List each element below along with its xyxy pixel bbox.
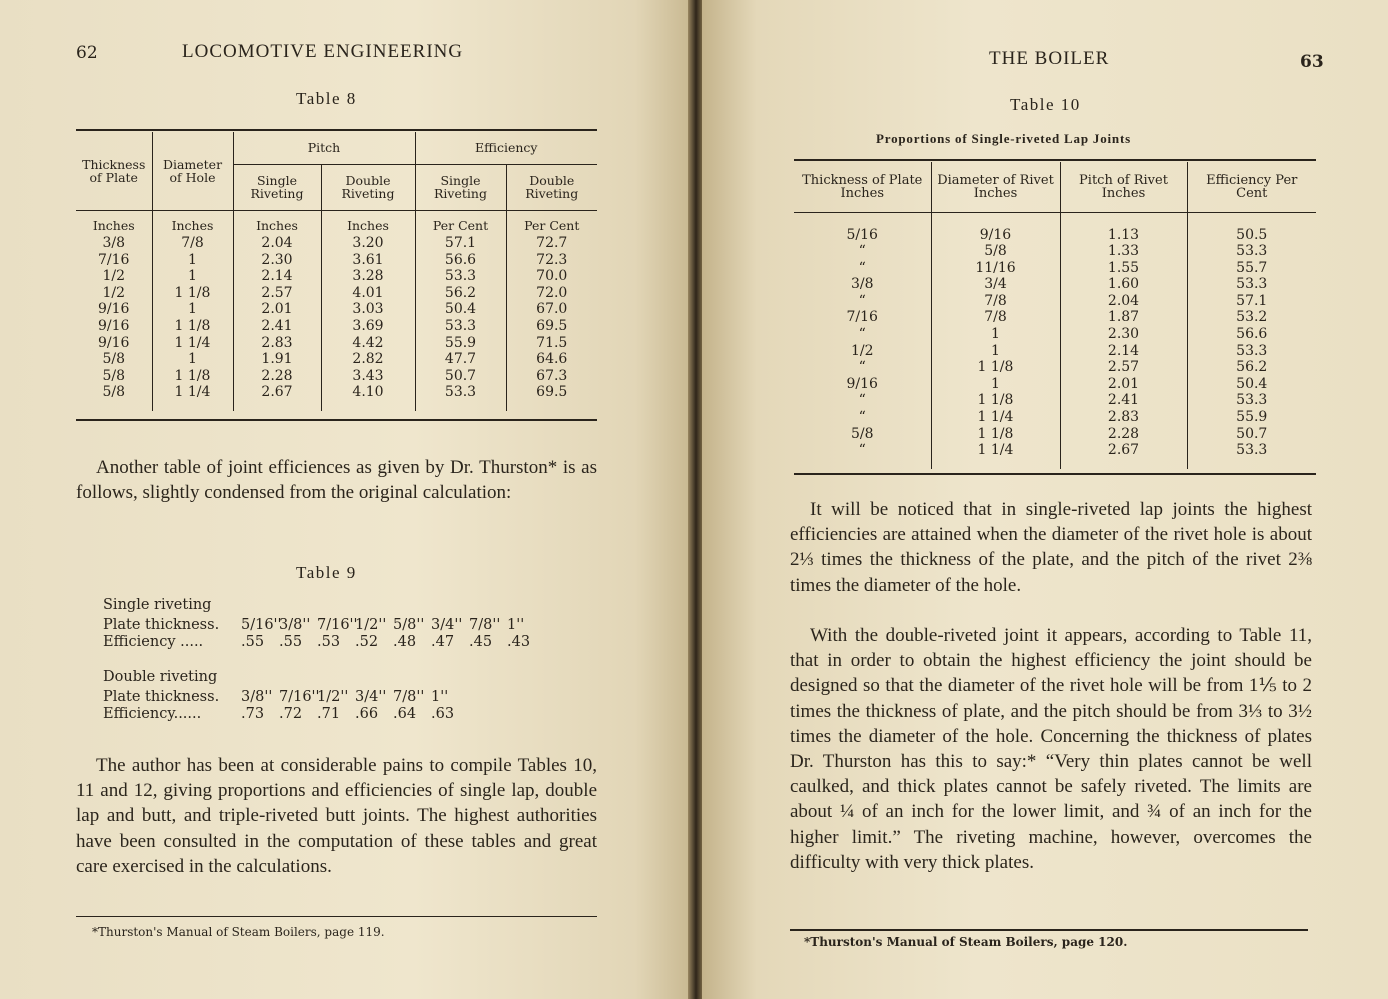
header-pitch-single: Single Riveting	[233, 164, 321, 210]
table10-cell: 53.3	[1236, 243, 1268, 260]
closing-paragraph	[76, 753, 597, 879]
table8-units-row	[76, 210, 597, 235]
table8-cell: 9/16	[76, 318, 152, 335]
table9-value: .66	[355, 706, 379, 722]
table8-cell: 2.28	[233, 368, 321, 385]
header-thickness: Thickness of Plate Inches	[794, 162, 931, 212]
table9-value: .43	[507, 634, 531, 650]
table9-value: 5/16''	[241, 617, 282, 633]
table10-row	[794, 260, 1316, 277]
header-pitch: Pitch	[233, 132, 415, 164]
table8-cell: 53.3	[415, 384, 506, 411]
table8-cell: 3.20	[321, 235, 415, 252]
table10-cell: 1.87	[1060, 309, 1187, 326]
table8-cell: 50.7	[415, 368, 506, 385]
table8-cell: 7/8	[152, 235, 233, 252]
table8-row	[76, 301, 597, 318]
table8-unit-cell: Inches	[76, 210, 152, 235]
page-number: 62	[76, 43, 98, 63]
table8-cell: 7/16	[76, 252, 152, 269]
table10-cell: 1	[931, 326, 1060, 343]
table9-value: 1''	[431, 689, 449, 705]
table9-value: 1/2''	[317, 689, 349, 705]
table10-row	[794, 359, 1316, 376]
table10-cell: “	[794, 442, 931, 469]
table8-bottom-rule	[76, 419, 597, 421]
table10-row	[794, 326, 1316, 343]
table8-row	[76, 351, 597, 368]
table8-cell: 2.67	[233, 384, 321, 411]
table10-cell: 7/16	[794, 309, 931, 326]
paragraph-2-text: With the double-riveted joint it appears, according to Table 11, that in order to obtain the highest efficiency the joint should be designed so that the diameter of the rivet hole will be from 1⅕ to 2 times the thickness of plate, and the pitch should be from 3⅓ to 3½ times the diameter of the hole. Concerning the thickness of plates Dr. Thurston has this to say:* “Very thin plates cannot be well caulked, and thick plates cannot be safely riveted. The limits are about ¼ of an inch for the lower limit, and ¾ of an inch for the higher limit.” The riveting machine, however, overcomes the difficulty with very thick plates.	[790, 625, 1312, 873]
table8-cell: 3.43	[321, 368, 415, 385]
single-thickness-values	[241, 617, 545, 634]
table9-value: 5/8''	[393, 617, 425, 633]
table10-cell: “	[794, 359, 931, 376]
table10-cell: 53.3	[1236, 392, 1268, 409]
table8-cell: 1	[152, 268, 233, 285]
footnote-rule	[790, 929, 1308, 931]
table8-cell: 72.0	[536, 284, 568, 301]
table10-cell: 2.57	[1060, 359, 1187, 376]
table8-cell: 1	[152, 301, 233, 318]
table10-cell: 1 1/8	[931, 392, 1060, 409]
table10-row	[794, 409, 1316, 426]
table8-row	[76, 285, 597, 302]
table8-row	[76, 235, 597, 252]
table8-row	[76, 252, 597, 269]
table9-value: .45	[469, 634, 493, 650]
table10-row	[794, 243, 1316, 260]
table10-cell: 1.60	[1060, 276, 1187, 293]
header-pitch: Pitch of Rivet Inches	[1060, 162, 1187, 212]
table9-value: .72	[279, 706, 303, 722]
table8-cell: 4.42	[321, 335, 415, 352]
table10-cell: “	[794, 260, 931, 277]
table10-cell: 57.1	[1236, 292, 1268, 309]
table10-cell: 2.04	[1060, 293, 1187, 310]
table10-top-rule	[794, 159, 1316, 161]
table10-row	[794, 276, 1316, 293]
table8-cell: 1/2	[76, 285, 152, 302]
table10-cell: 2.41	[1060, 392, 1187, 409]
table8-unit-cell: Per Cent	[415, 210, 506, 235]
table9-value: 1/2''	[355, 617, 387, 633]
single-riveting-heading: Single riveting	[103, 597, 212, 613]
running-head: THE BOILER	[989, 48, 1110, 69]
table8-cell: 55.9	[415, 335, 506, 352]
table8-cell: 5/8	[76, 368, 152, 385]
table8-cell: 1 1/4	[152, 335, 233, 352]
table10-cell: 55.7	[1236, 259, 1268, 276]
table9-value: .53	[317, 634, 341, 650]
table8-cell: 4.10	[321, 384, 415, 411]
table10-cell: “	[794, 293, 931, 310]
table10-row	[794, 212, 1316, 243]
header-eff-single: Single Riveting	[415, 164, 506, 210]
paragraph-1-text: It will be noticed that in single-riveted lap joints the highest efficiencies are attained when the diameter of the rivet hole is about 2⅓ times the thickness of the plate, and the pitch of the rivet 2⅜ times the diameter of the hole.	[790, 499, 1312, 596]
header-diameter: Diameter of Hole	[152, 132, 233, 210]
table9-value: .47	[431, 634, 455, 650]
table8-cell: 1 1/8	[152, 285, 233, 302]
table8-cell: 69.5	[536, 318, 568, 335]
table8-cell: 3.61	[321, 252, 415, 269]
table9-value: 7/8''	[469, 617, 501, 633]
table10-cell: “	[794, 243, 931, 260]
table10-cell: 53.3	[1236, 442, 1268, 459]
table10-cell: 1	[931, 376, 1060, 393]
table10	[794, 162, 1316, 469]
table8-cell: 3/8	[76, 235, 152, 252]
table10-body	[794, 212, 1316, 469]
table10-cell: 1.13	[1060, 212, 1187, 243]
paragraph-1	[790, 497, 1312, 598]
table10-subtitle: Proportions of Single-riveted Lap Joints	[876, 131, 1131, 146]
table8-row	[76, 384, 597, 411]
table10-cell: 5/16	[794, 212, 931, 243]
table8-cell: 1 1/8	[152, 318, 233, 335]
table9-value: 3/8''	[241, 689, 273, 705]
table10-cell: 2.83	[1060, 409, 1187, 426]
table8-cell: 1.91	[233, 351, 321, 368]
running-head: LOCOMOTIVE ENGINEERING	[182, 41, 464, 62]
table8-cell: 9/16	[76, 301, 152, 318]
table10-cell: 55.9	[1236, 409, 1268, 426]
table8-title: Table 8	[296, 89, 357, 108]
closing-text: The author has been at considerable pains to compile Tables 10, 11 and 12, giving proportions and efficiencies of single lap, double lap and butt, and triple-riveted butt joints. The highest authorities have been consulted in the computation of these tables and great care exercised in the calculations.	[76, 755, 597, 877]
table8-cell: 72.7	[536, 235, 568, 252]
paragraph-2	[790, 623, 1312, 875]
table8-cell: 67.0	[536, 301, 568, 318]
table10-cell: 1 1/8	[931, 426, 1060, 443]
table10-row	[794, 309, 1316, 326]
table9-title: Table 9	[296, 563, 357, 582]
table8-cell: 53.3	[415, 318, 506, 335]
table8-cell: 57.1	[415, 235, 506, 252]
double-riveting-heading: Double riveting	[103, 669, 218, 685]
table8-cell: 56.2	[415, 285, 506, 302]
table8-row	[76, 318, 597, 335]
footnote: *Thurston's Manual of Steam Boilers, page 120.	[804, 935, 1128, 949]
table9	[103, 597, 583, 723]
table8-top-rule	[76, 129, 597, 131]
table10-cell: 9/16	[931, 212, 1060, 243]
table8-cell: 53.3	[415, 268, 506, 285]
table10-cell: 53.3	[1236, 342, 1268, 359]
table8-cell: 71.5	[536, 334, 568, 351]
single-efficiency-values	[241, 634, 545, 651]
table10-cell: 1 1/4	[931, 442, 1060, 469]
left-page	[0, 0, 690, 999]
table8-cell: 2.83	[233, 335, 321, 352]
table9-value: 3/4''	[431, 617, 463, 633]
single-efficiency-label: Efficiency .....	[103, 634, 204, 650]
table10-cell: 53.3	[1236, 276, 1268, 293]
table9-value: .64	[393, 706, 417, 722]
table10-cell: 11/16	[931, 260, 1060, 277]
table10-cell: 5/8	[931, 243, 1060, 260]
intro-paragraph	[76, 455, 597, 505]
table10-cell: 53.2	[1236, 309, 1268, 326]
table8-cell: 3.69	[321, 318, 415, 335]
table8-cell: 2.01	[233, 301, 321, 318]
table9-value: 3/8''	[279, 617, 311, 633]
table9-value: 7/16''	[279, 689, 320, 705]
table8-cell: 2.41	[233, 318, 321, 335]
table10-cell: 2.28	[1060, 426, 1187, 443]
right-page	[702, 0, 1388, 999]
table10-cell: 2.14	[1060, 343, 1187, 360]
table8-cell: 2.82	[321, 351, 415, 368]
table10-row	[794, 426, 1316, 443]
table8-cell: 56.6	[415, 252, 506, 269]
table8-cell: 50.4	[415, 301, 506, 318]
table10-title: Table 10	[1010, 95, 1081, 114]
table10-cell: 3/8	[794, 276, 931, 293]
table10-row	[794, 293, 1316, 310]
header-thickness: Thickness of Plate	[76, 132, 152, 210]
header-efficiency: Efficiency	[415, 132, 597, 164]
table9-value: .73	[241, 706, 265, 722]
table9-value: .71	[317, 706, 341, 722]
table8-cell: 70.0	[536, 268, 568, 285]
double-efficiency-values	[241, 706, 469, 723]
table10-row	[794, 442, 1316, 469]
table8-unit-cell: Per Cent	[524, 217, 580, 233]
table8-cell: 1	[152, 252, 233, 269]
double-thickness-values	[241, 689, 469, 706]
table8-cell: 5/8	[76, 384, 152, 411]
footnote-rule	[76, 916, 597, 917]
table8	[76, 132, 597, 411]
table8-cell: 9/16	[76, 335, 152, 352]
table8-unit-cell: Inches	[321, 210, 415, 235]
table10-row	[794, 376, 1316, 393]
table10-cell: “	[794, 392, 931, 409]
table8-row	[76, 268, 597, 285]
table10-cell: 7/8	[931, 293, 1060, 310]
table8-cell: 2.14	[233, 268, 321, 285]
single-thickness-label: Plate thickness.	[103, 617, 220, 633]
table10-cell: 1.55	[1060, 260, 1187, 277]
table8-cell: 4.01	[321, 285, 415, 302]
table10-cell: 2.30	[1060, 326, 1187, 343]
table10-row	[794, 392, 1316, 409]
table9-value: .55	[279, 634, 303, 650]
table10-cell: 1.33	[1060, 243, 1187, 260]
table8-cell: 3.03	[321, 301, 415, 318]
table10-cell: 56.6	[1236, 326, 1268, 343]
table8-cell: 2.30	[233, 252, 321, 269]
table10-cell: 2.67	[1060, 442, 1187, 469]
table9-value: .52	[355, 634, 379, 650]
table8-cell: 2.57	[233, 285, 321, 302]
table8-cell: 1 1/4	[152, 384, 233, 411]
footnote: *Thurston's Manual of Steam Boilers, page 119.	[92, 925, 385, 939]
table10-cell: 50.4	[1236, 375, 1268, 392]
table10-cell: 3/4	[931, 276, 1060, 293]
table8-row	[76, 368, 597, 385]
table10-bottom-rule	[794, 473, 1316, 475]
table9-value: 1''	[507, 617, 525, 633]
table8-cell: 69.5	[536, 384, 568, 401]
table8-cell: 1	[152, 351, 233, 368]
table10-cell: 7/8	[931, 309, 1060, 326]
double-thickness-label: Plate thickness.	[103, 689, 220, 705]
table8-cell: 72.3	[536, 251, 568, 268]
table8-cell: 2.04	[233, 235, 321, 252]
table10-cell: 1 1/8	[931, 359, 1060, 376]
table8-cell: 64.6	[536, 351, 568, 368]
table9-value: .55	[241, 634, 265, 650]
table10-cell: 9/16	[794, 376, 931, 393]
table8-cell: 5/8	[76, 351, 152, 368]
table8-unit-cell: Inches	[152, 210, 233, 235]
intro-text: Another table of joint efficiences as given by Dr. Thurston* is as follows, slightly condensed from the original calculation:	[76, 457, 597, 504]
table8-cell: 3.28	[321, 268, 415, 285]
table8-cell: 1/2	[76, 268, 152, 285]
table10-cell: 50.7	[1236, 425, 1268, 442]
header-diameter: Diameter of Rivet Inches	[931, 162, 1060, 212]
table8-cell: 1 1/8	[152, 368, 233, 385]
header-efficiency: Efficiency Per Cent	[1187, 162, 1316, 212]
table8-cell: 47.7	[415, 351, 506, 368]
table9-value: .63	[431, 706, 455, 722]
table10-cell: 1	[931, 343, 1060, 360]
double-efficiency-label: Efficiency......	[103, 706, 202, 722]
table8-cell: 67.3	[536, 367, 568, 384]
table8-row	[76, 335, 597, 352]
table9-value: 7/8''	[393, 689, 425, 705]
table8-body	[76, 210, 597, 411]
table10-cell: 1 1/4	[931, 409, 1060, 426]
table9-value: 7/16''	[317, 617, 358, 633]
table10-row	[794, 343, 1316, 360]
table10-cell: 50.5	[1236, 226, 1268, 243]
header-eff-double: Double Riveting	[506, 164, 597, 210]
table9-value: .48	[393, 634, 417, 650]
table10-cell: “	[794, 326, 931, 343]
table9-value: 3/4''	[355, 689, 387, 705]
header-pitch-double: Double Riveting	[321, 164, 415, 210]
table10-cell: “	[794, 409, 931, 426]
table8-unit-cell: Inches	[233, 210, 321, 235]
table10-cell: 2.01	[1060, 376, 1187, 393]
table10-cell: 5/8	[794, 426, 931, 443]
page-number: 63	[1300, 52, 1324, 72]
table10-cell: 1/2	[794, 343, 931, 360]
table10-cell: 56.2	[1236, 359, 1268, 376]
